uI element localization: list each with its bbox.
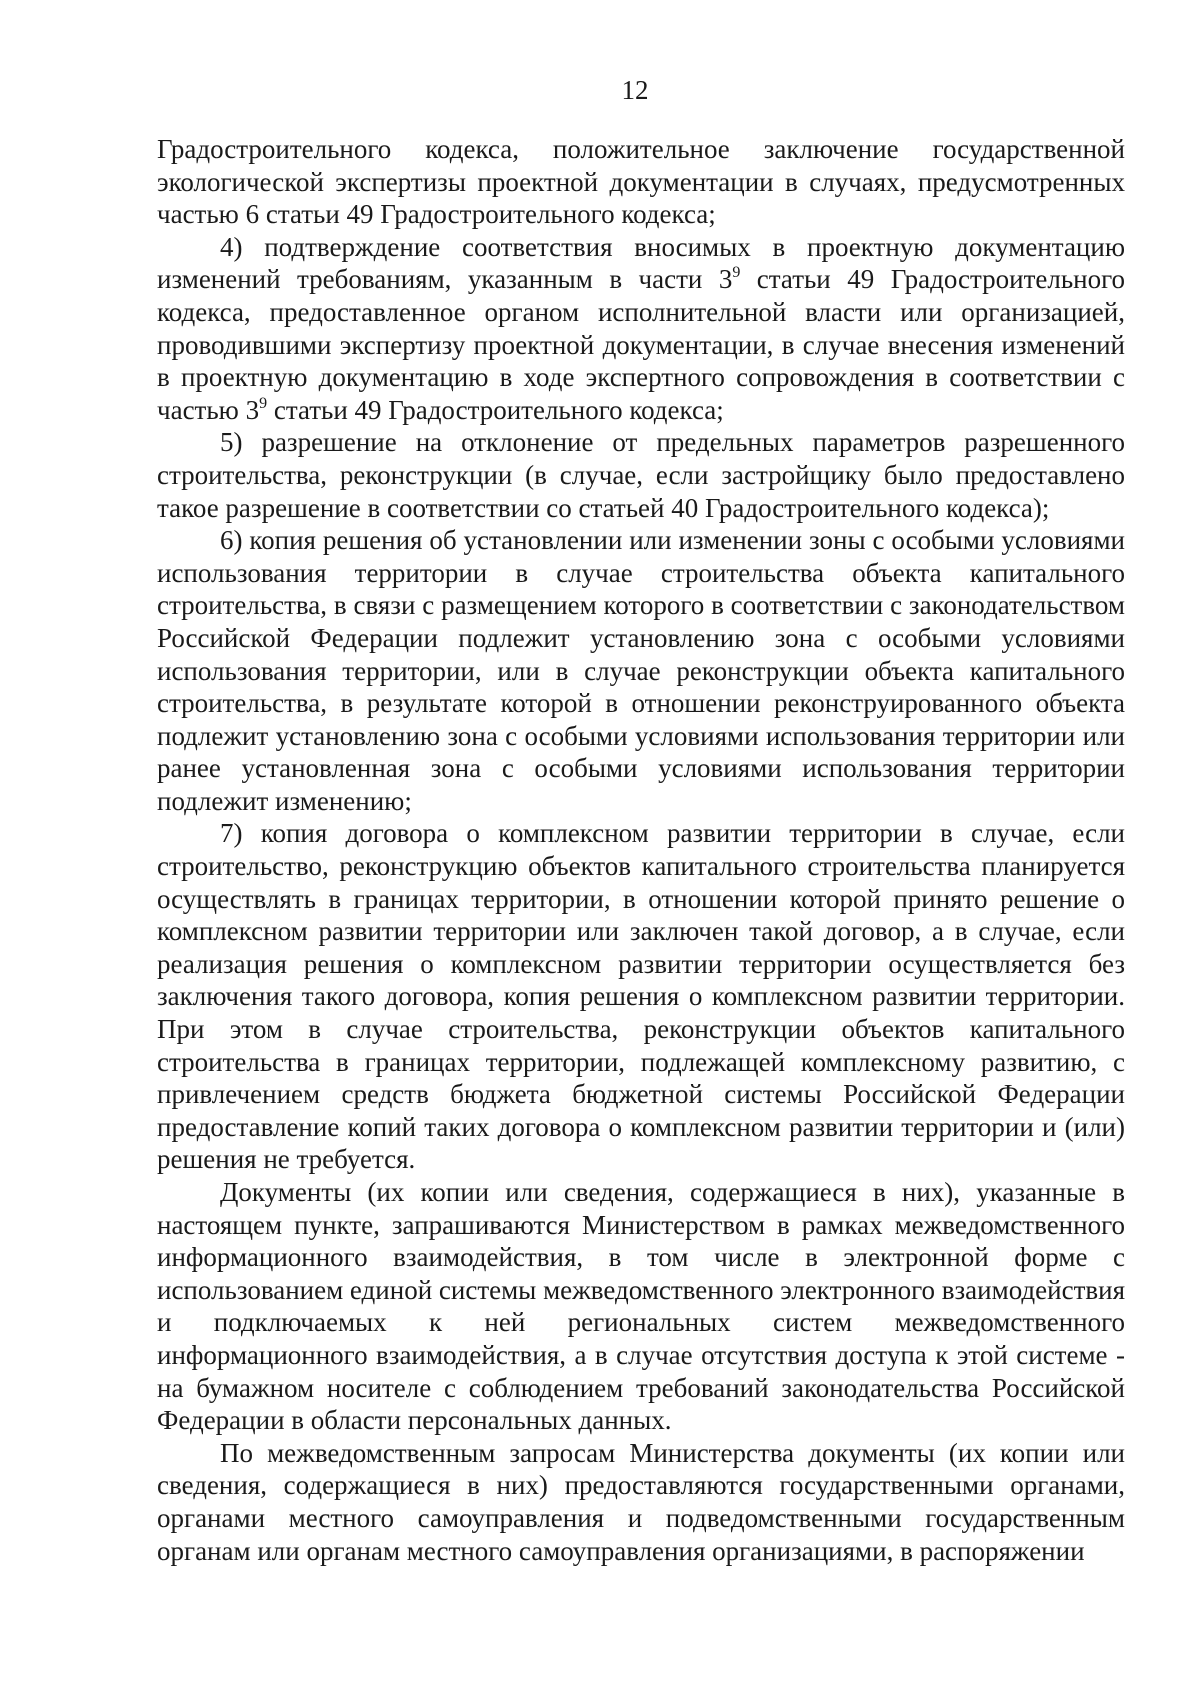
paragraph-continuation <box>157 133 1125 231</box>
superscript: 9 <box>259 394 268 412</box>
paragraph-item-4 <box>157 231 1125 427</box>
page-number: 12 <box>621 75 649 105</box>
paragraph-text: Градостроительного кодекса, положительное заключение государственной экологической экспертизы проектной документации в случаях, предусмотренных частью 6 статьи 49 Градостроительного кодекса; <box>157 134 1125 230</box>
paragraph-text: Документы (их копии или сведения, содержащиеся в них), указанные в настоящем пункте, запрашиваются Министерством в рамках межведомственного информационного взаимодействия, в том числе в электронной форме с использованием единой системы межведомственного электронного взаимодействия и подключаемых к ней региональных систем межведомственного информационного взаимодействия, а в случае отсутствия доступа к этой системе - на бумажном носителе с соблюдением требований законодательства Российской Федерации в области персональных данных. <box>157 1177 1125 1436</box>
superscript: 9 <box>732 264 741 282</box>
paragraph-text: статьи 49 Градостроительного кодекса, предоставленное органом исполнительной власти или организацией, проводившими экспертизу проектной документации, в случае внесения изменений в проектную документацию в ходе экспертного сопровождения в соответствии с частью 3 <box>157 264 1125 425</box>
paragraph-text: статьи 49 Градостроительного кодекса; <box>267 394 724 425</box>
paragraph-text: По межведомственным запросам Министерства документы (их копии или сведения, содержащиеся в них) предоставляются государственными органами, органами местного самоуправления и подведомственными государственным органам или органам местного самоуправления организациями, в распоряжении <box>157 1437 1125 1566</box>
paragraph-item-7 <box>157 817 1125 1176</box>
paragraph-interagency-requests <box>157 1437 1125 1567</box>
paragraph-text: 5) разрешение на отклонение от предельных параметров разрешенного строительства, реконструкции (в случае, если застройщику было предоставлено такое разрешение в соответствии со статьей 40 Градостроительного кодекса); <box>157 427 1125 523</box>
paragraph-text: 7) копия договора о комплексном развитии территории в случае, если строительство, реконструкцию объектов капитального строительства планируется осуществлять в границах территории, в отношении которой принято решение о комплексном развитии территории или заключен такой договор, а в случае, если реализация решения о комплексном развитии территории осуществляется без заключения такого договора, копия решения о комплексном развитии территории. При этом в случае строительства, реконструкции объектов капитального строительства в границах территории, подлежащей комплексному развитию, с привлечением средств бюджета бюджетной системы Российской Федерации предоставление копий таких договора о комплексном развитии территории и (или) решения не требуется. <box>157 818 1125 1175</box>
paragraph-documents-request <box>157 1176 1125 1437</box>
paragraph-text: 4) подтверждение соответствия вносимых в проектную документацию изменений требованиям, указанным в части 3 <box>157 231 1125 295</box>
paragraph-text: 6) копия решения об установлении или изменении зоны с особыми условиями использования территории в случае строительства объекта капитального строительства, в связи с размещением которого в соответствии с законодательством Российской Федерации подлежит установлению зона с особыми условиями использования территории, или в случае реконструкции объекта капитального строительства, в результате которой в отношении реконструированного объекта подлежит установлению зона с особыми условиями использования территории или ранее установленная зона с особыми условиями использования территории подлежит изменению; <box>157 525 1125 816</box>
paragraph-item-5 <box>157 426 1125 524</box>
paragraph-item-6 <box>157 524 1125 817</box>
document-body <box>157 133 1125 1567</box>
